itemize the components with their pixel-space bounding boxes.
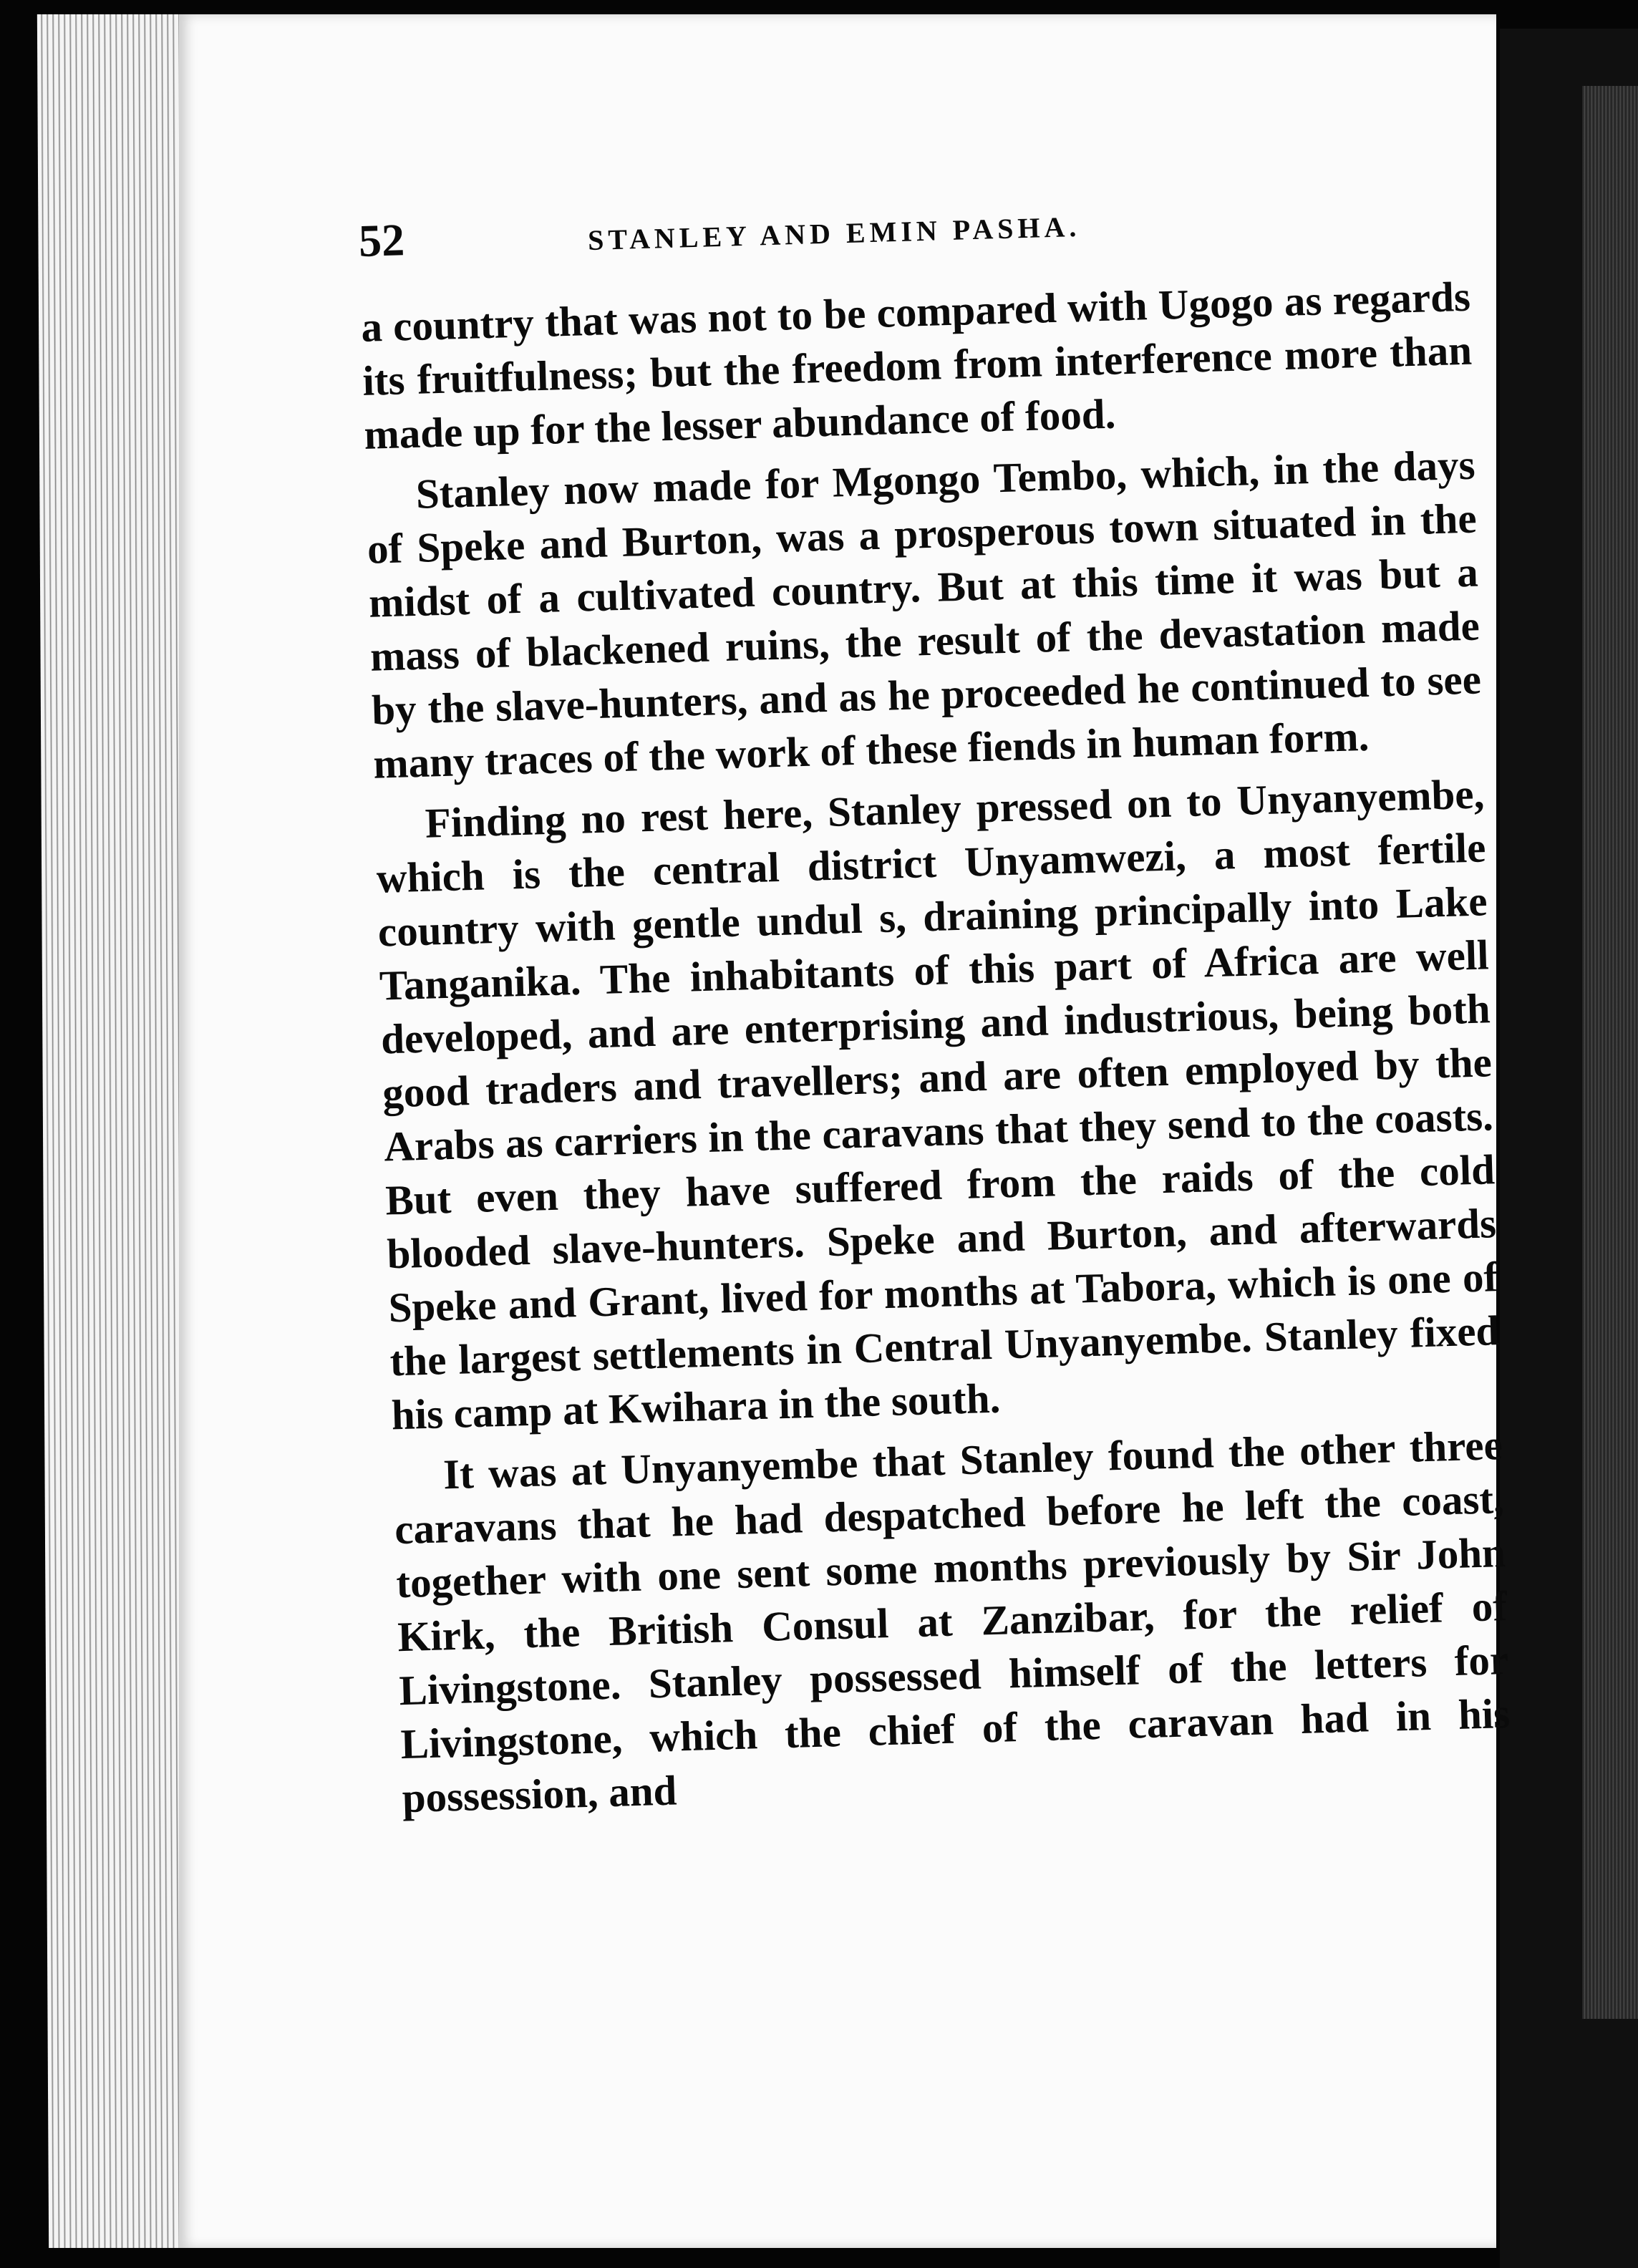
page-number: 52 — [358, 214, 405, 266]
book-page-edges — [37, 14, 192, 2248]
paragraph-2: Stanley now made for Mgongo Tembo, which, in the days of Speke and Burton, was a prosperous town situated in the midst of a cultivated country. But at this time it was but a mass of blackened ruins, the result of the devastation made by the slave-hunters, and as he proceeded he continued to see many traces of the work of these fiends in human form. — [367, 440, 1482, 788]
paragraph-3: Finding no rest here, Stanley pressed on to Unyanyembe, which is the central district Unyamwezi, a most fertile country with gentle undul s, draining principally into Lake Tanganika. The inhabitants of this part of Africa are well developed, and are enterprising and industrious, being both good traders and travellers; and are often employed by the Arabs as carriers in the caravans that they send to the coasts. But even they have suffered from the raids of the cold blooded slave-hunters. Speke and Burton, and afterwards Speke and Grant, lived for months at Tabora, which is one of the largest settlements in Central Unyanyembe. Stanley fixed his camp at Kwihara in the south. — [375, 770, 1501, 1439]
paragraph-4: It was at Unyanyembe that Stanley found the other three caravans that he had despatched before he left the coast, together with one sent some months previously by Sir John Kirk, the British Consul at Zanzibar, for the relief of Livingstone. Stanley possessed himself of the letters for Livingstone, which the chief of the caravan had in his possession, and — [394, 1421, 1511, 1822]
facing-page-engraving — [1582, 86, 1638, 2019]
running-title: STANLEY AND EMIN PASHA. — [587, 210, 1081, 257]
paragraph-1: a country that was not to be compared with Ugogo as regards its fruitfulness; but the freedom from interference more than made up for the lesser abundance of food. — [360, 272, 1473, 458]
page-text-block — [358, 184, 1512, 1832]
